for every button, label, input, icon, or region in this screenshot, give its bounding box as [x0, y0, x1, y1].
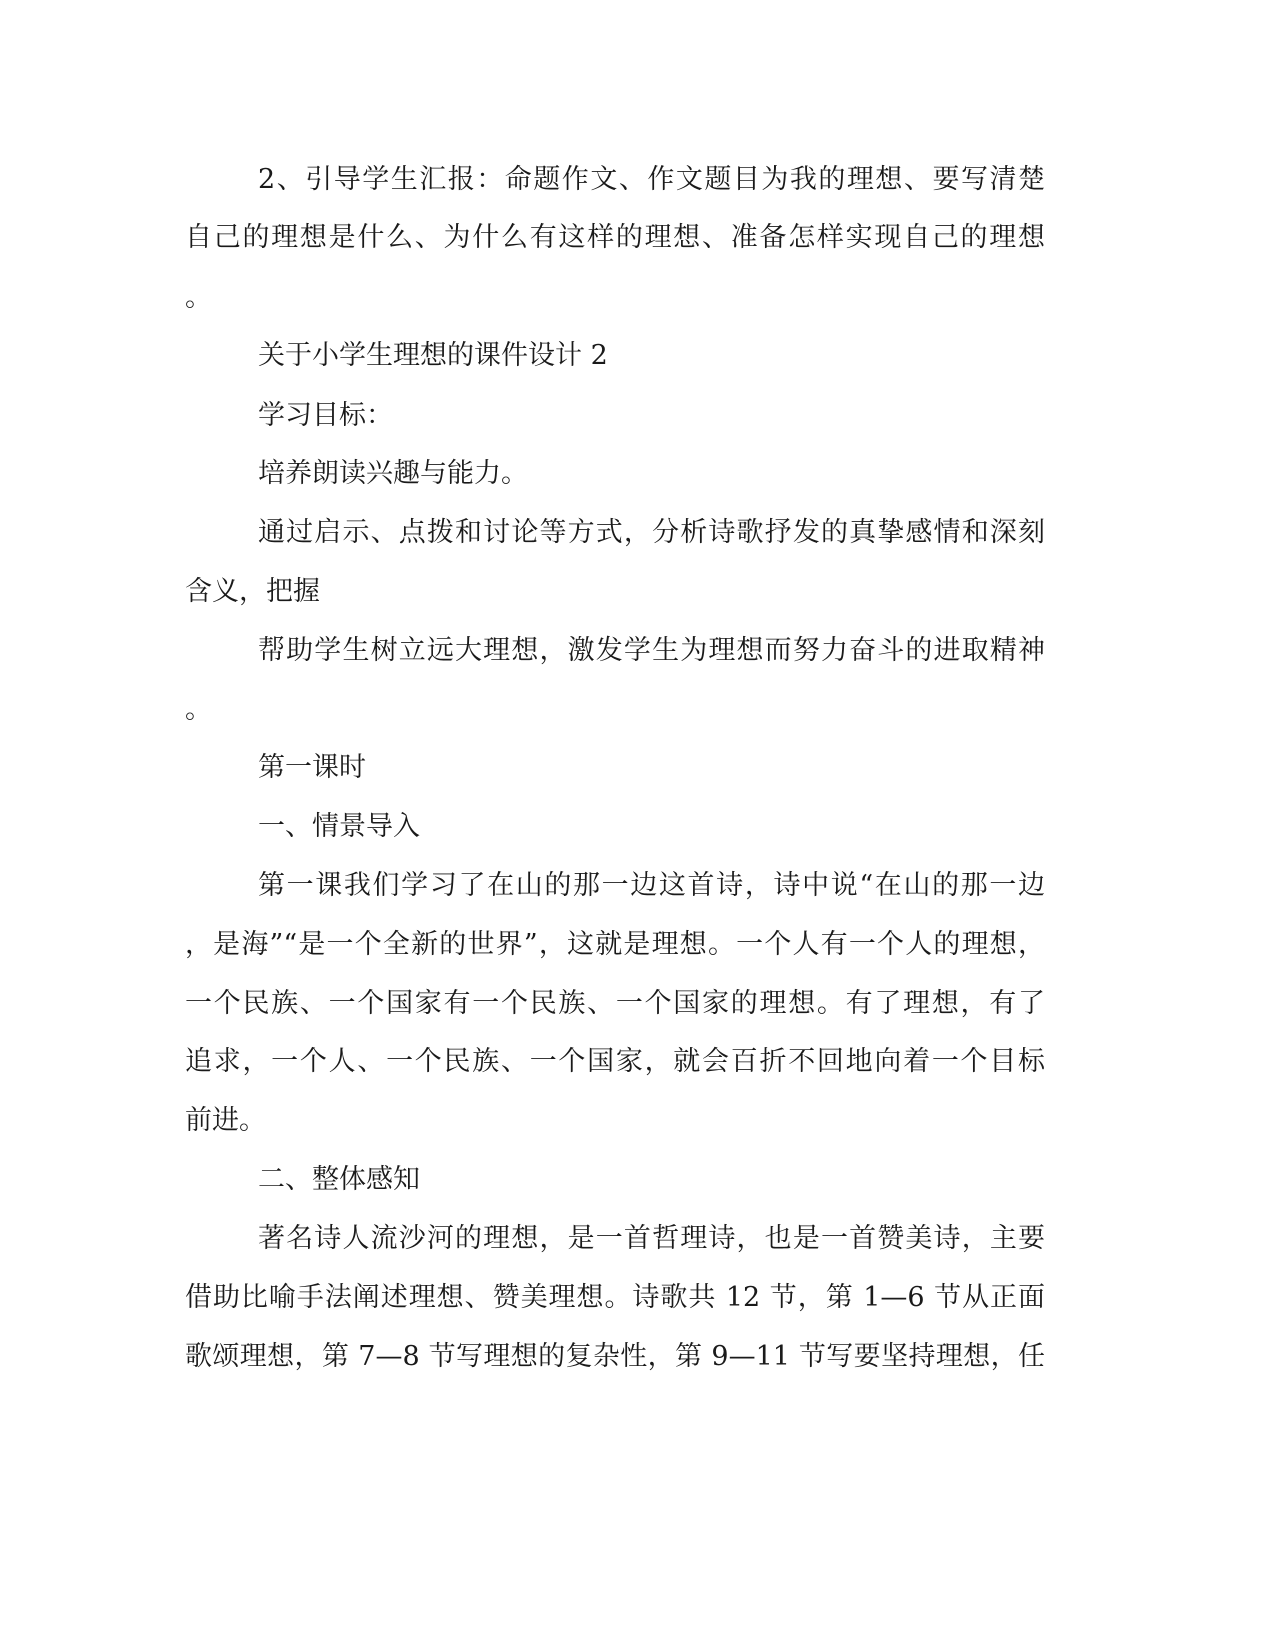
paragraph-line: ，是海”“是一个全新的世界”，这就是理想。一个人有一个人的理想， [185, 929, 1045, 960]
paragraph-line: 歌颂理想，第 7—8 节写理想的复杂性，第 9—11 节写要坚持理想，任 [185, 1341, 1045, 1372]
paragraph-line: 含义，把握 [185, 576, 320, 607]
section-heading: 关于小学生理想的课件设计 2 [258, 340, 608, 371]
paragraph-line: 2、引导学生汇报：命题作文、作文题目为我的理想、要写清楚 [258, 164, 1045, 195]
paragraph-line: 。 [185, 282, 212, 313]
paragraph-line: 自己的理想是什么、为什么有这样的理想、准备怎样实现自己的理想 [185, 222, 1045, 253]
paragraph-line: 前进。 [185, 1105, 266, 1136]
paragraph-line: 一个民族、一个国家有一个民族、一个国家的理想。有了理想，有了 [185, 988, 1045, 1019]
paragraph-line: 通过启示、点拨和讨论等方式，分析诗歌抒发的真挚感情和深刻 [258, 517, 1045, 548]
paragraph-line: 著名诗人流沙河的理想，是一首哲理诗，也是一首赞美诗，主要 [258, 1223, 1045, 1254]
paragraph-line: 学习目标： [258, 400, 393, 431]
paragraph-line: 帮助学生树立远大理想，激发学生为理想而努力奋斗的进取精神 [258, 635, 1045, 666]
paragraph-line: 追求，一个人、一个民族、一个国家，就会百折不回地向着一个目标 [185, 1046, 1045, 1077]
paragraph-line: 第一课我们学习了在山的那一边这首诗，诗中说“在山的那一边 [258, 870, 1045, 901]
paragraph-line: 第一课时 [258, 752, 366, 783]
paragraph-line: 。 [185, 694, 212, 725]
paragraph-line: 培养朗读兴趣与能力。 [258, 458, 528, 489]
paragraph-line: 二、整体感知 [258, 1164, 420, 1195]
paragraph-line: 借助比喻手法阐述理想、赞美理想。诗歌共 12 节，第 1—6 节从正面 [185, 1282, 1045, 1313]
paragraph-line: 一、情景导入 [258, 811, 420, 842]
